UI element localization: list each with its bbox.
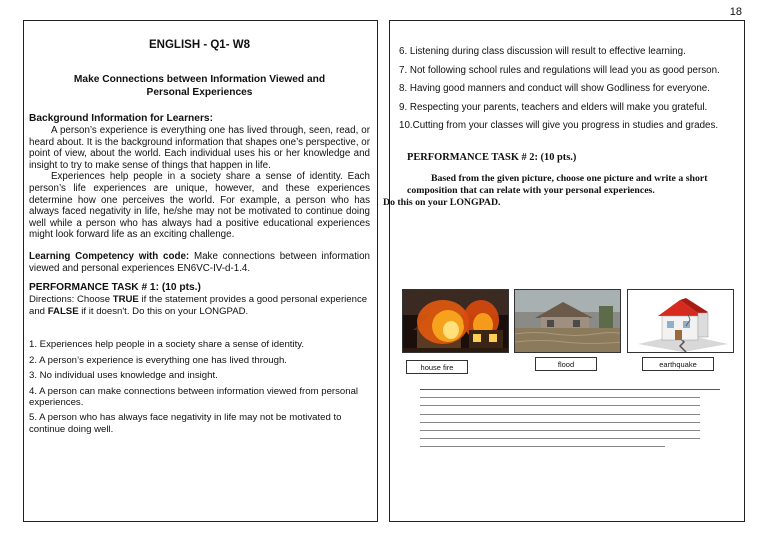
directions-part-2: if the statement provides a good personal experience and	[29, 294, 368, 317]
background-paragraph-1: A person’s experience is everything one has lived through, seen, read, or heard about. It is the background information that shapes one’s perspective, or point of view, about the world. Each individual uses his or her knowledge and insight to try to make sense of things that happen in life.	[29, 125, 370, 171]
writing-line	[420, 438, 700, 439]
list-item: 2. A person’s experience is everything one has lived through.	[29, 354, 287, 366]
list-item: 4. A person can make connections between information viewed from personal experiences.	[29, 385, 359, 408]
list-item: 7. Not following school rules and regulations will lead you as good person.	[399, 64, 720, 76]
task1-items-continued	[399, 46, 736, 132]
task1-items	[29, 339, 370, 435]
picture-row	[390, 289, 746, 379]
house-fire-image	[402, 289, 509, 353]
writing-line	[420, 430, 700, 431]
directions-false: FALSE	[47, 305, 79, 317]
writing-lines	[420, 389, 720, 455]
task2-longpad: Do this on your LONGPAD.	[383, 197, 501, 209]
writing-line	[420, 414, 700, 415]
directions-part-3: if it doesn't. Do this on your LONGPAD.	[78, 305, 249, 317]
task1-directions	[29, 294, 370, 317]
task2-description	[383, 172, 718, 210]
background-paragraph-2: Experiences help people in a society share a sense of identity. Each person’s life experiences are unique, however, and these experiences determine how one perceives the world. For example, a person who has always faced negativity in life, he/she may not be motivated to continue doing well while a person who has always had a positive educational experiences might look forward life as an exciting challenge.	[29, 171, 370, 241]
list-item: 10.Cutting from your classes will give you progress in studies and grades.	[399, 120, 719, 132]
writing-line	[420, 422, 700, 423]
writing-line	[420, 389, 720, 390]
writing-line	[420, 405, 700, 406]
flood-image	[514, 289, 621, 353]
left-page	[23, 20, 378, 522]
list-item: 8. Having good manners and conduct will show Godliness for everyone.	[399, 83, 710, 95]
competency-label: Learning Competency with code:	[29, 250, 190, 262]
earthquake-image	[627, 289, 734, 353]
writing-line	[420, 397, 700, 398]
right-page	[383, 20, 745, 522]
learning-competency	[29, 251, 370, 274]
caption-flood: flood	[535, 357, 597, 371]
competency-text: Make connections between information viewed and personal experiences EN6VC-IV-d-1.4.	[29, 250, 370, 274]
task2-desc-text: Based from the given picture, choose one picture and write a short composition that can relate with your personal experiences.	[407, 172, 708, 197]
list-item: 6. Listening during class discussion will result to effective learning.	[399, 46, 686, 57]
task1-heading: PERFORMANCE TASK # 1: (10 pts.)	[29, 282, 201, 294]
caption-earthquake: earthquake	[642, 357, 714, 371]
caption-house-fire: house fire	[406, 360, 468, 374]
list-item: 9. Respecting your parents, teachers and elders will make you grateful.	[399, 101, 708, 113]
task2-heading: PERFORMANCE TASK # 2: (10 pts.)	[407, 151, 577, 163]
page-title: ENGLISH - Q1- W8	[149, 39, 250, 51]
lesson-subtitle: Make Connections between Information Viewed and Personal Experiences	[73, 74, 326, 98]
list-item: 5. A person who has always face negativity in life may not be motivated to continue doing well.	[29, 412, 342, 435]
writing-line	[420, 446, 665, 447]
list-item: 1. Experiences help people in a society share a sense of identity.	[29, 339, 305, 351]
background-heading: Background Information for Learners:	[29, 113, 213, 124]
directions-true: TRUE	[112, 294, 139, 306]
list-item: 3. No individual uses knowledge and insight.	[29, 370, 218, 382]
directions-part-1: Directions: Choose	[29, 294, 113, 306]
page-number: 18	[729, 6, 742, 18]
